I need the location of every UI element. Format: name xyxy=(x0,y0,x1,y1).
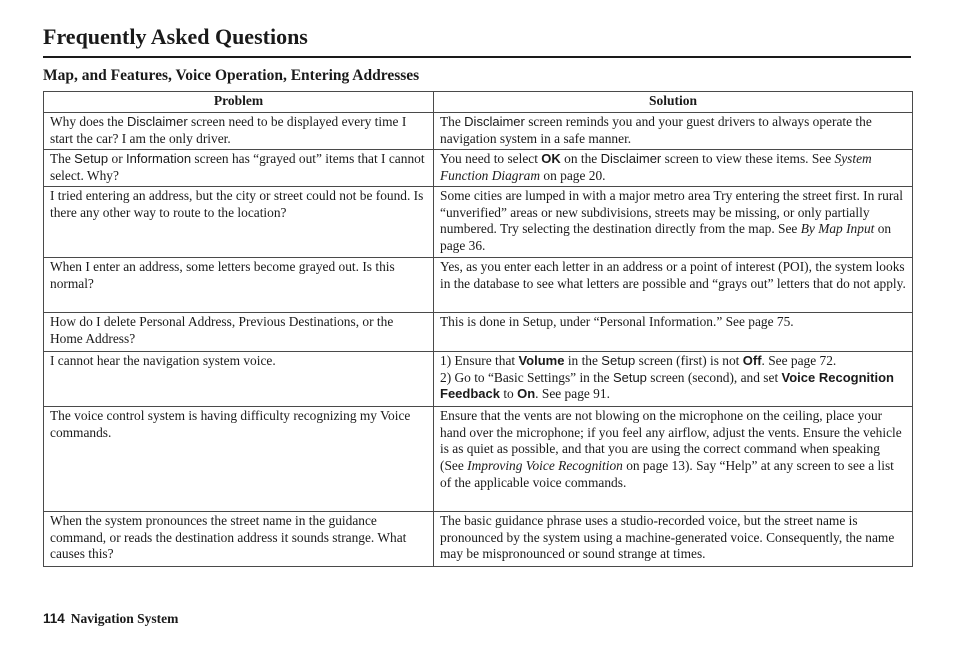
table-row xyxy=(44,312,913,351)
solution-cell xyxy=(434,511,913,566)
cross-reference: By Map Input xyxy=(800,221,875,237)
text: This is done in Setup, under “Personal Information.” See page 75. xyxy=(440,313,794,329)
text: . See page 72. xyxy=(761,352,837,368)
text: Yes, as you enter each letter in an address or a point of interest (POI), the system looks in the database to see what letters are possible and “grays out” letters that do not apply. xyxy=(440,258,906,291)
text: Some cities are lumped in with a major metro area Try entering the street first. In rural “unverified” areas or new subdivisions, streets may be missing, or only partially numbered. Try selecting the destination directly from the map. See xyxy=(440,187,903,237)
text: The voice control system is having difficulty recognizing my Voice commands. xyxy=(50,407,411,440)
text: Ensure that the vents are not blowing on the microphone on the ceiling, place your hand over the microphone; if you feel any airflow, adjust the vents. Ensure the vehicle is as quiet as possible, and that you are using the correct command when speaking (See xyxy=(440,407,902,474)
text: to xyxy=(499,386,518,402)
cross-reference: System Function Diagram xyxy=(440,150,872,183)
text: screen need to be displayed every time I start the car? I am the only driver. xyxy=(50,113,407,146)
column-header-problem: Problem xyxy=(44,92,434,113)
text: How do I delete Personal Address, Previous Destinations, or the Home Address? xyxy=(50,313,394,346)
table-row xyxy=(44,511,913,566)
cross-reference: Improving Voice Recognition xyxy=(467,458,623,474)
table-row xyxy=(44,351,913,406)
text: screen to view these items. See xyxy=(661,150,835,166)
page-footer xyxy=(43,611,178,627)
problem-cell xyxy=(44,186,434,257)
solution-cell xyxy=(434,257,913,312)
page-number: 114 xyxy=(43,611,65,626)
text: on page 36. xyxy=(440,221,892,254)
text: When the system pronounces the street name in the guidance command, or reads the destination address it sounds strange. What causes this? xyxy=(50,512,407,562)
section-heading: Map, and Features, Voice Operation, Entering Addresses xyxy=(43,67,420,84)
ui-term: Setup xyxy=(74,150,109,166)
problem-cell xyxy=(44,149,434,186)
table-row xyxy=(44,112,913,149)
text: Why does the xyxy=(50,113,127,129)
problem-cell xyxy=(44,406,434,511)
text: screen (first) is not xyxy=(635,352,743,368)
solution-cell xyxy=(434,406,913,511)
text: screen has “grayed out” items that I cannot select. Why? xyxy=(50,150,425,183)
problem-cell xyxy=(44,312,434,351)
problem-cell xyxy=(44,351,434,406)
table-header-row xyxy=(44,92,913,113)
text: on page 13). Say “Help” at any screen to see a list of the applicable voice commands. xyxy=(440,458,894,490)
text: on page 20. xyxy=(540,167,606,183)
text: screen reminds you and your guest drivers to always operate the navigation system in a safe manner. xyxy=(440,113,872,146)
table-row xyxy=(44,406,913,511)
text: You need to select xyxy=(440,150,542,166)
ui-term: On xyxy=(517,386,536,402)
ui-term: Setup xyxy=(601,352,636,368)
solution-cell xyxy=(434,186,913,257)
table-row xyxy=(44,257,913,312)
text: screen (second), and set xyxy=(646,369,782,385)
column-header-solution: Solution xyxy=(434,92,913,113)
text: or xyxy=(108,150,127,166)
text: When I enter an address, some letters become grayed out. Is this normal? xyxy=(50,258,395,291)
problem-cell xyxy=(44,112,434,149)
ui-term: Disclaimer xyxy=(464,113,525,129)
title-divider xyxy=(43,56,911,58)
solution-cell xyxy=(434,112,913,149)
text: The xyxy=(440,113,465,129)
solution-cell xyxy=(434,312,913,351)
text: . See page 91. xyxy=(535,386,610,402)
ui-term: Setup xyxy=(612,369,647,385)
ui-term: Voice Recognition Feedback xyxy=(440,369,894,402)
problem-cell xyxy=(44,511,434,566)
ui-term: Information xyxy=(126,150,192,166)
text: on the xyxy=(560,150,601,166)
solution-cell xyxy=(434,351,913,406)
text: 2) Go to “Basic Settings” in the xyxy=(440,369,613,385)
text: 1) Ensure that xyxy=(440,352,519,368)
text: I cannot hear the navigation system voice. xyxy=(50,352,276,368)
table-row xyxy=(44,186,913,257)
ui-term: OK xyxy=(541,150,561,166)
text: in the xyxy=(564,352,602,368)
table-row xyxy=(44,149,913,186)
text: I tried entering an address, but the city or street could not be found. Is there any other way to route to the location? xyxy=(50,187,424,220)
ui-term: Disclaimer xyxy=(600,150,662,166)
solution-cell xyxy=(434,149,913,186)
footer-label: Navigation System xyxy=(70,611,179,626)
problem-cell xyxy=(44,257,434,312)
ui-term: Volume xyxy=(518,352,565,368)
text: The basic guidance phrase uses a studio-recorded voice, but the street name is pronounced by the system using a machine-generated voice. Consequently, the name may be mispronounced or sound strange at times. xyxy=(440,512,895,562)
faq-table xyxy=(43,91,913,567)
ui-term: Disclaimer xyxy=(126,113,188,129)
page-title: Frequently Asked Questions xyxy=(43,24,308,49)
ui-term: Off xyxy=(742,352,762,368)
text: The xyxy=(50,150,75,166)
